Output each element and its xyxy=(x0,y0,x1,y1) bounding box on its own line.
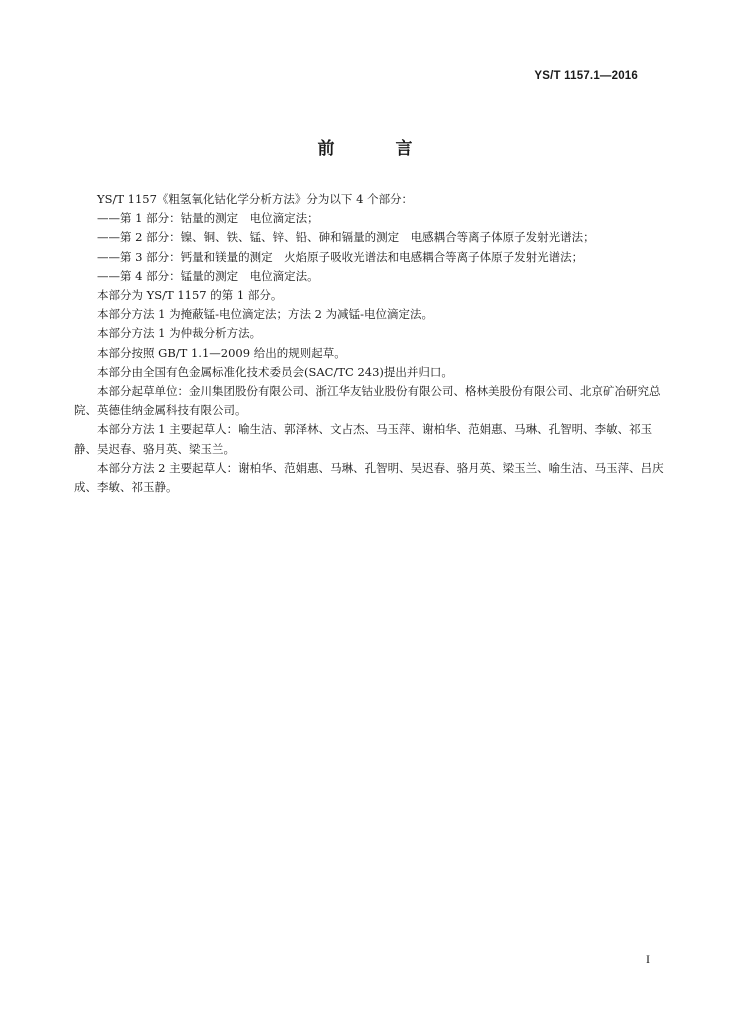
paragraph-method-1-drafters: 本部分方法 1 主要起草人：喻生洁、郭泽林、文占杰、马玉萍、谢柏华、范娟惠、马琳、孔智明、李敏、祁玉静、吴迟春、骆月英、梁玉兰。 xyxy=(74,422,653,456)
paragraph-part-3: ——第 3 部分：钙量和镁量的测定 火焰原子吸收光谱法和电感耦合等离子体原子发射光谱法； xyxy=(97,249,584,264)
paragraph-part-2: ——第 2 部分：镍、铜、铁、锰、锌、铅、砷和镉量的测定 电感耦合等离子体原子发射光谱法； xyxy=(97,230,595,245)
paragraph-arbitration: 本部分方法 1 为仲裁分析方法。 xyxy=(97,326,262,341)
paragraph-part-4: ——第 4 部分：锰量的测定 电位滴定法。 xyxy=(97,268,319,283)
page-title: 前 言 xyxy=(317,139,435,159)
paragraph-intro: YS/T 1157《粗氢氧化钴化学分析方法》分为以下 4 个部分： xyxy=(97,192,414,206)
paragraph-methods: 本部分方法 1 为掩蔽锰-电位滴定法；方法 2 为减锰-电位滴定法。 xyxy=(97,307,434,322)
paragraph-proposer: 本部分由全国有色金属标准化技术委员会(SAC/TC 243)提出并归口。 xyxy=(97,364,453,379)
paragraph-drafting-rules: 本部分按照 GB/T 1.1—2009 给出的规则起草。 xyxy=(97,345,346,360)
page-number: I xyxy=(646,952,650,966)
paragraph-drafting-units: 本部分起草单位：金川集团股份有限公司、浙江华友钴业股份有限公司、格林美股份有限公司、北京矿冶研究总院、英德佳纳金属科技有限公司。 xyxy=(74,384,661,418)
paragraph-this-part: 本部分为 YS/T 1157 的第 1 部分。 xyxy=(97,288,283,303)
standard-code: YS/T 1157.1—2016 xyxy=(534,70,638,82)
foreword-body xyxy=(74,190,664,497)
paragraph-method-2-drafters: 本部分方法 2 主要起草人：谢柏华、范娟惠、马琳、孔智明、吴迟春、骆月英、梁玉兰、喻生洁、马玉萍、吕庆成、李敏、祁玉静。 xyxy=(74,460,664,495)
paragraph-part-1: ——第 1 部分：钴量的测定 电位滴定法； xyxy=(97,211,319,226)
